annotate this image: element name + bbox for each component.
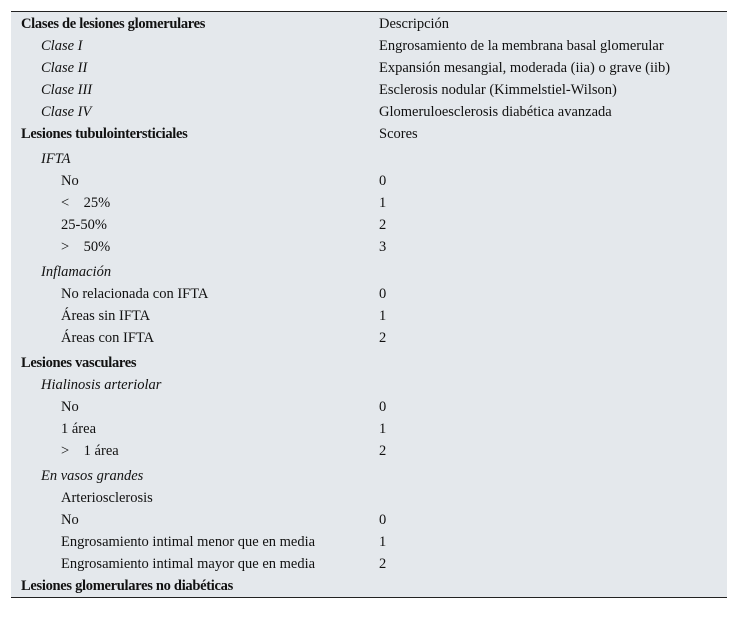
row-value: 0 [379,173,387,189]
row-value: 1 [379,195,387,211]
row-label: Áreas sin IFTA [61,308,151,324]
row-value: 2 [379,330,387,346]
table-section-row [11,123,727,145]
table-section-row [11,349,727,374]
row-label: Clase II [41,60,88,76]
row-label: Lesiones glomerulares no diabéticas [21,578,233,594]
table-row [11,440,727,462]
row-value: Descripción [379,16,450,32]
row-value: 0 [379,286,387,302]
table-row [11,305,727,327]
table-row [11,57,727,79]
row-label: Lesiones tubulointersticiales [21,126,188,142]
row-label: Áreas con IFTA [61,330,155,346]
table-row [11,487,727,509]
table-row [11,462,727,487]
row-value: 3 [379,239,387,255]
row-label: Hialinosis arteriolar [41,377,162,393]
table-row [11,79,727,101]
table-row [11,531,727,553]
table-row [11,145,727,170]
row-value: 1 [379,534,387,550]
row-value: 0 [379,399,387,415]
table-row [11,192,727,214]
row-label: No [61,512,79,528]
row-label: < 25% [61,195,111,211]
table-row [11,35,727,57]
table-row [11,283,727,305]
table-row [11,553,727,575]
table-row [11,418,727,440]
row-value: Engrosamiento de la membrana basal glomerular [379,38,664,54]
row-label: > 50% [61,239,111,255]
row-value: 1 [379,421,387,437]
row-label: Arteriosclerosis [61,490,153,506]
table-row [11,258,727,283]
table-row [11,236,727,258]
lesions-table [11,11,727,598]
table-section-row [11,13,727,35]
row-label: Engrosamiento intimal menor que en media [61,534,316,550]
row-value: 1 [379,308,387,324]
row-label: No [61,173,79,189]
table-section-row [11,575,727,597]
row-label: IFTA [41,151,71,167]
row-label: No [61,399,79,415]
row-label: > 1 área [61,443,119,459]
table-row [11,396,727,418]
row-value: 2 [379,443,387,459]
table-row [11,170,727,192]
row-label: No relacionada con IFTA [61,286,209,302]
row-value: Esclerosis nodular (Kimmelstiel-Wilson) [379,82,617,98]
row-label: Clase III [41,82,93,98]
row-value: Expansión mesangial, moderada (iia) o grave (iib) [379,60,671,76]
row-value: 2 [379,556,387,572]
row-label: 25-50% [61,217,107,233]
table-row [11,327,727,349]
table-row [11,374,727,396]
row-label: Engrosamiento intimal mayor que en media [61,556,316,572]
row-label: Clases de lesiones glomerulares [21,16,206,32]
row-label: Clase IV [41,104,92,120]
row-label: En vasos grandes [41,468,144,484]
table-row [11,214,727,236]
row-value: 0 [379,512,387,528]
table-row [11,509,727,531]
row-label: Inflamación [41,264,112,280]
row-label: Clase I [41,38,83,54]
row-value: Scores [379,126,418,142]
row-value: 2 [379,217,387,233]
row-value: Glomeruloesclerosis diabética avanzada [379,104,612,120]
row-label: 1 área [61,421,97,437]
row-label: Lesiones vasculares [21,355,137,371]
table-row [11,101,727,123]
